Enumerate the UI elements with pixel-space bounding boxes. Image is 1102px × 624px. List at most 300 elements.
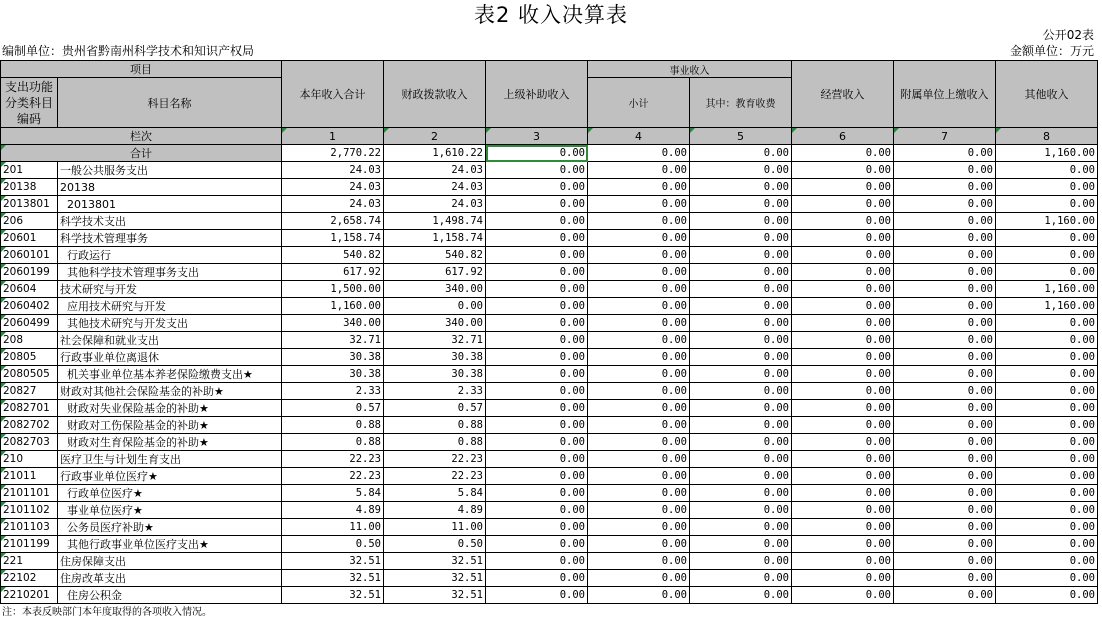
row-code-cell[interactable]: 210	[1, 451, 58, 468]
row-value-cell[interactable]: 0.00	[690, 400, 792, 417]
row-value-cell[interactable]: 0.00	[792, 298, 894, 315]
row-name-cell[interactable]: 科学技术管理事务	[58, 230, 282, 247]
row-value-cell[interactable]: 0.50	[282, 536, 384, 553]
row-code-cell[interactable]: 2013801	[1, 196, 58, 213]
row-value-cell[interactable]: 0.00	[792, 230, 894, 247]
row-value-cell[interactable]: 0.00	[486, 570, 588, 587]
row-value-cell[interactable]: 0.00	[792, 468, 894, 485]
row-code-cell[interactable]: 20805	[1, 349, 58, 366]
row-value-cell[interactable]: 0.00	[792, 536, 894, 553]
row-value-cell[interactable]: 32.51	[282, 553, 384, 570]
row-code-cell[interactable]: 21011	[1, 468, 58, 485]
row-value-cell[interactable]: 0.00	[690, 179, 792, 196]
row-name-cell[interactable]: 行政事业单位医疗★	[58, 468, 282, 485]
row-name-cell[interactable]: 机关事业单位基本养老保险缴费支出★	[58, 366, 282, 383]
row-value-cell[interactable]: 0.00	[792, 213, 894, 230]
row-name-cell[interactable]: 其他行政事业单位医疗支出★	[58, 536, 282, 553]
row-value-cell[interactable]: 0.00	[588, 451, 690, 468]
row-value-cell[interactable]: 1,160.00	[996, 281, 1098, 298]
row-value-cell[interactable]: 0.00	[996, 264, 1098, 281]
header-subject-name[interactable]: 科目名称	[58, 78, 282, 128]
row-value-cell[interactable]: 0.00	[588, 519, 690, 536]
row-value-cell[interactable]: 0.00	[996, 162, 1098, 179]
row-value-cell[interactable]: 0.00	[894, 587, 996, 604]
row-value-cell[interactable]: 2.33	[282, 383, 384, 400]
row-name-cell[interactable]: 财政对其他社会保险基金的补助★	[58, 383, 282, 400]
row-value-cell[interactable]: 0.00	[690, 383, 792, 400]
selected-cell[interactable]: 0.00	[486, 145, 588, 162]
row-value-cell[interactable]: 0.00	[486, 553, 588, 570]
row-value-cell[interactable]: 0.00	[792, 502, 894, 519]
row-value-cell[interactable]: 1,500.00	[282, 281, 384, 298]
row-value-cell[interactable]: 0.00	[792, 434, 894, 451]
row-value-cell[interactable]: 0.00	[588, 570, 690, 587]
header-item[interactable]: 项目	[1, 61, 282, 78]
row-value-cell[interactable]: 24.03	[384, 162, 486, 179]
row-name-cell[interactable]: 行政事业单位离退休	[58, 349, 282, 366]
row-value-cell[interactable]: 0.00	[792, 179, 894, 196]
row-value-cell[interactable]: 0.00	[486, 281, 588, 298]
row-value-cell[interactable]: 22.23	[384, 468, 486, 485]
row-value-cell[interactable]: 0.00	[894, 468, 996, 485]
row-value-cell[interactable]: 0.00	[588, 366, 690, 383]
row-value-cell[interactable]: 1,160.00	[996, 298, 1098, 315]
row-value-cell[interactable]: 24.03	[282, 196, 384, 213]
row-value-cell[interactable]: 0.00	[894, 298, 996, 315]
col-number[interactable]: 3	[486, 128, 588, 145]
row-code-cell[interactable]: 2082702	[1, 417, 58, 434]
row-value-cell[interactable]: 32.71	[384, 332, 486, 349]
row-value-cell[interactable]: 32.51	[384, 587, 486, 604]
row-value-cell[interactable]: 0.00	[792, 553, 894, 570]
row-value-cell[interactable]: 0.00	[792, 383, 894, 400]
row-value-cell[interactable]: 0.00	[996, 383, 1098, 400]
row-name-cell[interactable]: 财政对生育保险基金的补助★	[58, 434, 282, 451]
row-code-cell[interactable]: 2101103	[1, 519, 58, 536]
row-name-cell[interactable]: 财政对失业保险基金的补助★	[58, 400, 282, 417]
row-value-cell[interactable]: 32.51	[282, 587, 384, 604]
total-cell[interactable]: 0.00	[588, 145, 690, 162]
row-value-cell[interactable]: 0.00	[588, 587, 690, 604]
row-value-cell[interactable]: 0.00	[996, 570, 1098, 587]
row-value-cell[interactable]: 0.00	[792, 417, 894, 434]
row-value-cell[interactable]: 0.00	[486, 468, 588, 485]
row-value-cell[interactable]: 0.00	[894, 536, 996, 553]
row-value-cell[interactable]: 0.00	[486, 162, 588, 179]
table-row	[1, 502, 1098, 519]
row-name-cell[interactable]: 科学技术支出	[58, 213, 282, 230]
table-row	[1, 485, 1098, 502]
row-value-cell[interactable]: 0.00	[996, 315, 1098, 332]
row-value-cell[interactable]: 617.92	[282, 264, 384, 281]
income-table	[0, 60, 1098, 604]
row-value-cell[interactable]: 0.00	[486, 587, 588, 604]
row-value-cell[interactable]: 0.00	[894, 451, 996, 468]
row-value-cell[interactable]: 0.00	[486, 519, 588, 536]
row-code-cell[interactable]: 221	[1, 553, 58, 570]
row-name-cell[interactable]: 其他科学技术管理事务支出	[58, 264, 282, 281]
row-value-cell[interactable]: 0.00	[486, 247, 588, 264]
row-value-cell[interactable]: 0.00	[894, 349, 996, 366]
row-code-cell[interactable]: 206	[1, 213, 58, 230]
row-value-cell[interactable]: 0.00	[894, 264, 996, 281]
row-value-cell[interactable]: 0.00	[996, 417, 1098, 434]
row-value-cell[interactable]: 5.84	[282, 485, 384, 502]
row-value-cell[interactable]: 0.57	[384, 400, 486, 417]
row-value-cell[interactable]: 340.00	[384, 315, 486, 332]
row-code-cell[interactable]: 20604	[1, 281, 58, 298]
row-value-cell[interactable]: 0.00	[894, 434, 996, 451]
row-value-cell[interactable]: 0.00	[996, 349, 1098, 366]
row-value-cell[interactable]: 0.00	[486, 298, 588, 315]
row-code-cell[interactable]: 2060402	[1, 298, 58, 315]
row-value-cell[interactable]: 0.88	[282, 434, 384, 451]
row-value-cell[interactable]: 617.92	[384, 264, 486, 281]
row-value-cell[interactable]: 0.00	[588, 281, 690, 298]
row-value-cell[interactable]: 0.00	[486, 332, 588, 349]
row-code-cell[interactable]: 20138	[1, 179, 58, 196]
row-value-cell[interactable]: 0.00	[996, 332, 1098, 349]
row-code-cell[interactable]: 2210201	[1, 587, 58, 604]
row-value-cell[interactable]: 0.00	[588, 315, 690, 332]
row-value-cell[interactable]: 0.00	[690, 553, 792, 570]
row-value-cell[interactable]: 0.00	[996, 468, 1098, 485]
row-name-cell[interactable]: 技术研究与开发	[58, 281, 282, 298]
row-value-cell[interactable]: 30.38	[282, 366, 384, 383]
header-business-group[interactable]: 事业收入	[588, 61, 792, 78]
row-name-cell[interactable]: 事业单位医疗★	[58, 502, 282, 519]
row-name-cell[interactable]: 住房公积金	[58, 587, 282, 604]
row-value-cell[interactable]: 0.00	[894, 417, 996, 434]
row-value-cell[interactable]: 32.51	[282, 570, 384, 587]
row-value-cell[interactable]: 0.00	[588, 536, 690, 553]
row-value-cell[interactable]: 0.00	[588, 502, 690, 519]
row-value-cell[interactable]: 0.00	[792, 247, 894, 264]
row-value-cell[interactable]: 2.33	[384, 383, 486, 400]
row-value-cell[interactable]: 0.00	[792, 162, 894, 179]
col-number[interactable]: 7	[894, 128, 996, 145]
row-value-cell[interactable]: 0.00	[486, 485, 588, 502]
row-value-cell[interactable]: 0.88	[384, 434, 486, 451]
row-value-cell[interactable]: 0.00	[996, 179, 1098, 196]
row-value-cell[interactable]: 0.00	[588, 553, 690, 570]
row-value-cell[interactable]: 0.00	[588, 468, 690, 485]
row-code-cell[interactable]: 2060199	[1, 264, 58, 281]
row-code-cell[interactable]: 201	[1, 162, 58, 179]
row-value-cell[interactable]: 0.00	[588, 434, 690, 451]
row-name-cell[interactable]: 行政运行	[58, 247, 282, 264]
row-value-cell[interactable]: 1,160.00	[282, 298, 384, 315]
col-number[interactable]: 4	[588, 128, 690, 145]
row-value-cell[interactable]: 0.00	[690, 230, 792, 247]
header-subtotal[interactable]: 小计	[588, 78, 690, 128]
row-value-cell[interactable]: 0.00	[486, 383, 588, 400]
row-value-cell[interactable]: 0.00	[996, 434, 1098, 451]
row-value-cell[interactable]: 0.00	[894, 519, 996, 536]
header-affiliated[interactable]: 附属单位上缴收入	[894, 61, 996, 128]
row-value-cell[interactable]: 4.89	[282, 502, 384, 519]
row-value-cell[interactable]: 22.23	[384, 451, 486, 468]
row-value-cell[interactable]: 0.88	[384, 417, 486, 434]
table-row	[1, 434, 1098, 451]
row-value-cell[interactable]: 340.00	[384, 281, 486, 298]
row-value-cell[interactable]: 0.00	[588, 213, 690, 230]
row-value-cell[interactable]: 0.00	[588, 230, 690, 247]
row-value-cell[interactable]: 2,658.74	[282, 213, 384, 230]
row-value-cell[interactable]: 0.50	[384, 536, 486, 553]
row-value-cell[interactable]: 0.00	[588, 417, 690, 434]
row-value-cell[interactable]: 0.00	[894, 366, 996, 383]
row-value-cell[interactable]: 0.00	[690, 434, 792, 451]
row-value-cell[interactable]: 0.00	[690, 536, 792, 553]
row-value-cell[interactable]: 0.00	[894, 247, 996, 264]
row-value-cell[interactable]: 0.00	[486, 502, 588, 519]
row-value-cell[interactable]: 1,158.74	[282, 230, 384, 247]
row-value-cell[interactable]: 0.00	[588, 247, 690, 264]
row-name-cell[interactable]: 住房改革支出	[58, 570, 282, 587]
row-value-cell[interactable]: 0.00	[588, 332, 690, 349]
row-code-cell[interactable]: 2101199	[1, 536, 58, 553]
row-value-cell[interactable]: 0.00	[792, 196, 894, 213]
row-value-cell[interactable]: 0.00	[894, 332, 996, 349]
row-value-cell[interactable]: 0.00	[690, 213, 792, 230]
row-value-cell[interactable]: 0.00	[690, 417, 792, 434]
header-operating[interactable]: 经营收入	[792, 61, 894, 128]
row-value-cell[interactable]: 22.23	[282, 451, 384, 468]
row-code-cell[interactable]: 2060101	[1, 247, 58, 264]
row-value-cell[interactable]: 11.00	[384, 519, 486, 536]
row-value-cell[interactable]: 0.00	[792, 519, 894, 536]
row-value-cell[interactable]: 24.03	[282, 179, 384, 196]
total-cell[interactable]: 0.00	[792, 145, 894, 162]
row-value-cell[interactable]: 0.00	[996, 400, 1098, 417]
row-value-cell[interactable]: 0.00	[996, 247, 1098, 264]
row-value-cell[interactable]: 0.00	[894, 230, 996, 247]
row-value-cell[interactable]: 0.00	[690, 315, 792, 332]
row-code-cell[interactable]: 2101102	[1, 502, 58, 519]
row-value-cell[interactable]: 0.00	[894, 281, 996, 298]
row-value-cell[interactable]: 0.00	[894, 502, 996, 519]
total-cell[interactable]: 1,160.00	[996, 145, 1098, 162]
row-value-cell[interactable]: 32.51	[384, 553, 486, 570]
col-number[interactable]: 1	[282, 128, 384, 145]
row-value-cell[interactable]: 0.00	[894, 383, 996, 400]
row-value-cell[interactable]: 0.00	[690, 570, 792, 587]
row-name-cell[interactable]: 医疗卫生与计划生育支出	[58, 451, 282, 468]
row-value-cell[interactable]: 0.00	[486, 315, 588, 332]
row-name-cell[interactable]: 财政对工伤保险基金的补助★	[58, 417, 282, 434]
row-value-cell[interactable]: 0.00	[690, 485, 792, 502]
row-value-cell[interactable]: 4.89	[384, 502, 486, 519]
row-value-cell[interactable]: 0.00	[996, 196, 1098, 213]
header-other[interactable]: 其他收入	[996, 61, 1098, 128]
row-value-cell[interactable]: 0.00	[588, 196, 690, 213]
row-value-cell[interactable]: 0.00	[792, 570, 894, 587]
row-value-cell[interactable]: 0.00	[690, 298, 792, 315]
row-value-cell[interactable]: 0.00	[792, 281, 894, 298]
row-value-cell[interactable]: 0.00	[792, 264, 894, 281]
row-value-cell[interactable]: 32.71	[282, 332, 384, 349]
row-value-cell[interactable]: 0.00	[996, 536, 1098, 553]
row-value-cell[interactable]: 0.00	[690, 502, 792, 519]
row-code-cell[interactable]: 2082701	[1, 400, 58, 417]
row-name-cell[interactable]: 应用技术研究与开发	[58, 298, 282, 315]
table-row	[1, 213, 1098, 230]
row-value-cell[interactable]: 0.00	[486, 264, 588, 281]
row-value-cell[interactable]: 0.00	[996, 230, 1098, 247]
row-value-cell[interactable]: 32.51	[384, 570, 486, 587]
row-code-cell[interactable]: 2080505	[1, 366, 58, 383]
header-superior[interactable]: 上级补助收入	[486, 61, 588, 128]
row-value-cell[interactable]: 0.00	[588, 400, 690, 417]
row-value-cell[interactable]: 0.00	[486, 451, 588, 468]
header-column-no[interactable]: 栏次	[1, 128, 282, 145]
total-cell[interactable]: 1,610.22	[384, 145, 486, 162]
row-value-cell[interactable]: 11.00	[282, 519, 384, 536]
total-cell[interactable]: 0.00	[894, 145, 996, 162]
row-value-cell[interactable]: 0.00	[792, 315, 894, 332]
row-value-cell[interactable]: 0.00	[690, 587, 792, 604]
row-code-cell[interactable]: 208	[1, 332, 58, 349]
row-value-cell[interactable]: 0.00	[588, 162, 690, 179]
total-label[interactable]: 合计	[1, 145, 282, 162]
row-value-cell[interactable]: 24.03	[384, 196, 486, 213]
row-value-cell[interactable]: 0.00	[690, 196, 792, 213]
table-row	[1, 332, 1098, 349]
row-value-cell[interactable]: 0.57	[282, 400, 384, 417]
col-number[interactable]: 2	[384, 128, 486, 145]
table-row	[1, 281, 1098, 298]
row-value-cell[interactable]: 0.00	[486, 366, 588, 383]
row-value-cell[interactable]: 0.00	[996, 451, 1098, 468]
row-value-cell[interactable]: 0.00	[588, 298, 690, 315]
row-value-cell[interactable]: 0.00	[690, 451, 792, 468]
row-value-cell[interactable]: 0.00	[996, 553, 1098, 570]
row-value-cell[interactable]: 0.00	[588, 485, 690, 502]
total-cell[interactable]: 2,770.22	[282, 145, 384, 162]
row-value-cell[interactable]: 5.84	[384, 485, 486, 502]
row-value-cell[interactable]: 0.00	[894, 315, 996, 332]
row-value-cell[interactable]: 0.00	[792, 451, 894, 468]
row-value-cell[interactable]: 0.00	[486, 417, 588, 434]
row-value-cell[interactable]: 0.00	[690, 162, 792, 179]
row-value-cell[interactable]: 30.38	[384, 366, 486, 383]
row-value-cell[interactable]: 0.00	[486, 400, 588, 417]
row-value-cell[interactable]: 0.00	[588, 179, 690, 196]
row-value-cell[interactable]: 0.00	[690, 332, 792, 349]
row-value-cell[interactable]: 0.00	[486, 196, 588, 213]
row-name-cell[interactable]: 2013801	[58, 196, 282, 213]
row-value-cell[interactable]: 24.03	[282, 162, 384, 179]
row-name-cell[interactable]: 住房保障支出	[58, 553, 282, 570]
row-value-cell[interactable]: 0.00	[996, 502, 1098, 519]
row-value-cell[interactable]: 0.00	[894, 570, 996, 587]
row-value-cell[interactable]: 0.00	[486, 536, 588, 553]
row-value-cell[interactable]: 0.00	[996, 587, 1098, 604]
row-value-cell[interactable]: 0.00	[690, 281, 792, 298]
table-row	[1, 587, 1098, 604]
row-value-cell[interactable]: 0.00	[894, 179, 996, 196]
row-value-cell[interactable]: 0.00	[792, 332, 894, 349]
total-cell[interactable]: 0.00	[690, 145, 792, 162]
row-value-cell[interactable]: 0.00	[792, 587, 894, 604]
header-total-income[interactable]: 本年收入合计	[282, 61, 384, 128]
row-value-cell[interactable]: 30.38	[384, 349, 486, 366]
row-value-cell[interactable]: 0.00	[690, 247, 792, 264]
row-value-cell[interactable]: 0.00	[792, 366, 894, 383]
table-row	[1, 247, 1098, 264]
row-value-cell[interactable]: 0.00	[690, 264, 792, 281]
row-value-cell[interactable]: 0.88	[282, 417, 384, 434]
row-value-cell[interactable]: 0.00	[486, 179, 588, 196]
row-name-cell[interactable]: 公务员医疗补助★	[58, 519, 282, 536]
row-value-cell[interactable]: 0.00	[792, 485, 894, 502]
row-value-cell[interactable]: 0.00	[486, 434, 588, 451]
row-value-cell[interactable]: 0.00	[792, 349, 894, 366]
row-code-cell[interactable]: 22102	[1, 570, 58, 587]
row-value-cell[interactable]: 0.00	[486, 213, 588, 230]
row-value-cell[interactable]: 0.00	[894, 553, 996, 570]
header-func-code[interactable]: 支出功能分类科目编码	[1, 78, 58, 128]
row-value-cell[interactable]: 0.00	[690, 468, 792, 485]
row-value-cell[interactable]: 24.03	[384, 179, 486, 196]
row-value-cell[interactable]: 0.00	[894, 400, 996, 417]
row-code-cell[interactable]: 2101101	[1, 485, 58, 502]
row-value-cell[interactable]: 0.00	[894, 485, 996, 502]
row-value-cell[interactable]: 0.00	[588, 349, 690, 366]
col-number[interactable]: 5	[690, 128, 792, 145]
row-value-cell[interactable]: 0.00	[690, 349, 792, 366]
col-number[interactable]: 6	[792, 128, 894, 145]
row-name-cell[interactable]: 行政单位医疗★	[58, 485, 282, 502]
table-row	[1, 230, 1098, 247]
header-education[interactable]: 其中：教育收费	[690, 78, 792, 128]
row-value-cell[interactable]: 0.00	[996, 485, 1098, 502]
row-value-cell[interactable]: 0.00	[588, 383, 690, 400]
row-value-cell[interactable]: 30.38	[282, 349, 384, 366]
row-value-cell[interactable]: 0.00	[894, 162, 996, 179]
row-value-cell[interactable]: 0.00	[690, 366, 792, 383]
row-value-cell[interactable]: 0.00	[690, 519, 792, 536]
row-value-cell[interactable]: 22.23	[282, 468, 384, 485]
row-value-cell[interactable]: 1,498.74	[384, 213, 486, 230]
header-fiscal[interactable]: 财政拨款收入	[384, 61, 486, 128]
row-value-cell[interactable]: 340.00	[282, 315, 384, 332]
row-value-cell[interactable]: 540.82	[384, 247, 486, 264]
row-name-cell[interactable]: 20138	[58, 179, 282, 196]
row-value-cell[interactable]: 1,160.00	[996, 213, 1098, 230]
row-code-cell[interactable]: 20601	[1, 230, 58, 247]
row-name-cell[interactable]: 一般公共服务支出	[58, 162, 282, 179]
row-value-cell[interactable]: 0.00	[996, 519, 1098, 536]
row-code-cell[interactable]: 2082703	[1, 434, 58, 451]
row-value-cell[interactable]: 0.00	[588, 264, 690, 281]
row-value-cell[interactable]: 540.82	[282, 247, 384, 264]
row-value-cell[interactable]: 0.00	[384, 298, 486, 315]
row-value-cell[interactable]: 0.00	[894, 196, 996, 213]
row-code-cell[interactable]: 2060499	[1, 315, 58, 332]
row-value-cell[interactable]: 0.00	[486, 230, 588, 247]
row-name-cell[interactable]: 社会保障和就业支出	[58, 332, 282, 349]
row-value-cell[interactable]: 1,158.74	[384, 230, 486, 247]
row-value-cell[interactable]: 0.00	[894, 213, 996, 230]
row-value-cell[interactable]: 0.00	[792, 400, 894, 417]
col-number[interactable]: 8	[996, 128, 1098, 145]
row-value-cell[interactable]: 0.00	[996, 366, 1098, 383]
row-code-cell[interactable]: 20827	[1, 383, 58, 400]
row-name-cell[interactable]: 其他技术研究与开发支出	[58, 315, 282, 332]
row-value-cell[interactable]: 0.00	[486, 349, 588, 366]
